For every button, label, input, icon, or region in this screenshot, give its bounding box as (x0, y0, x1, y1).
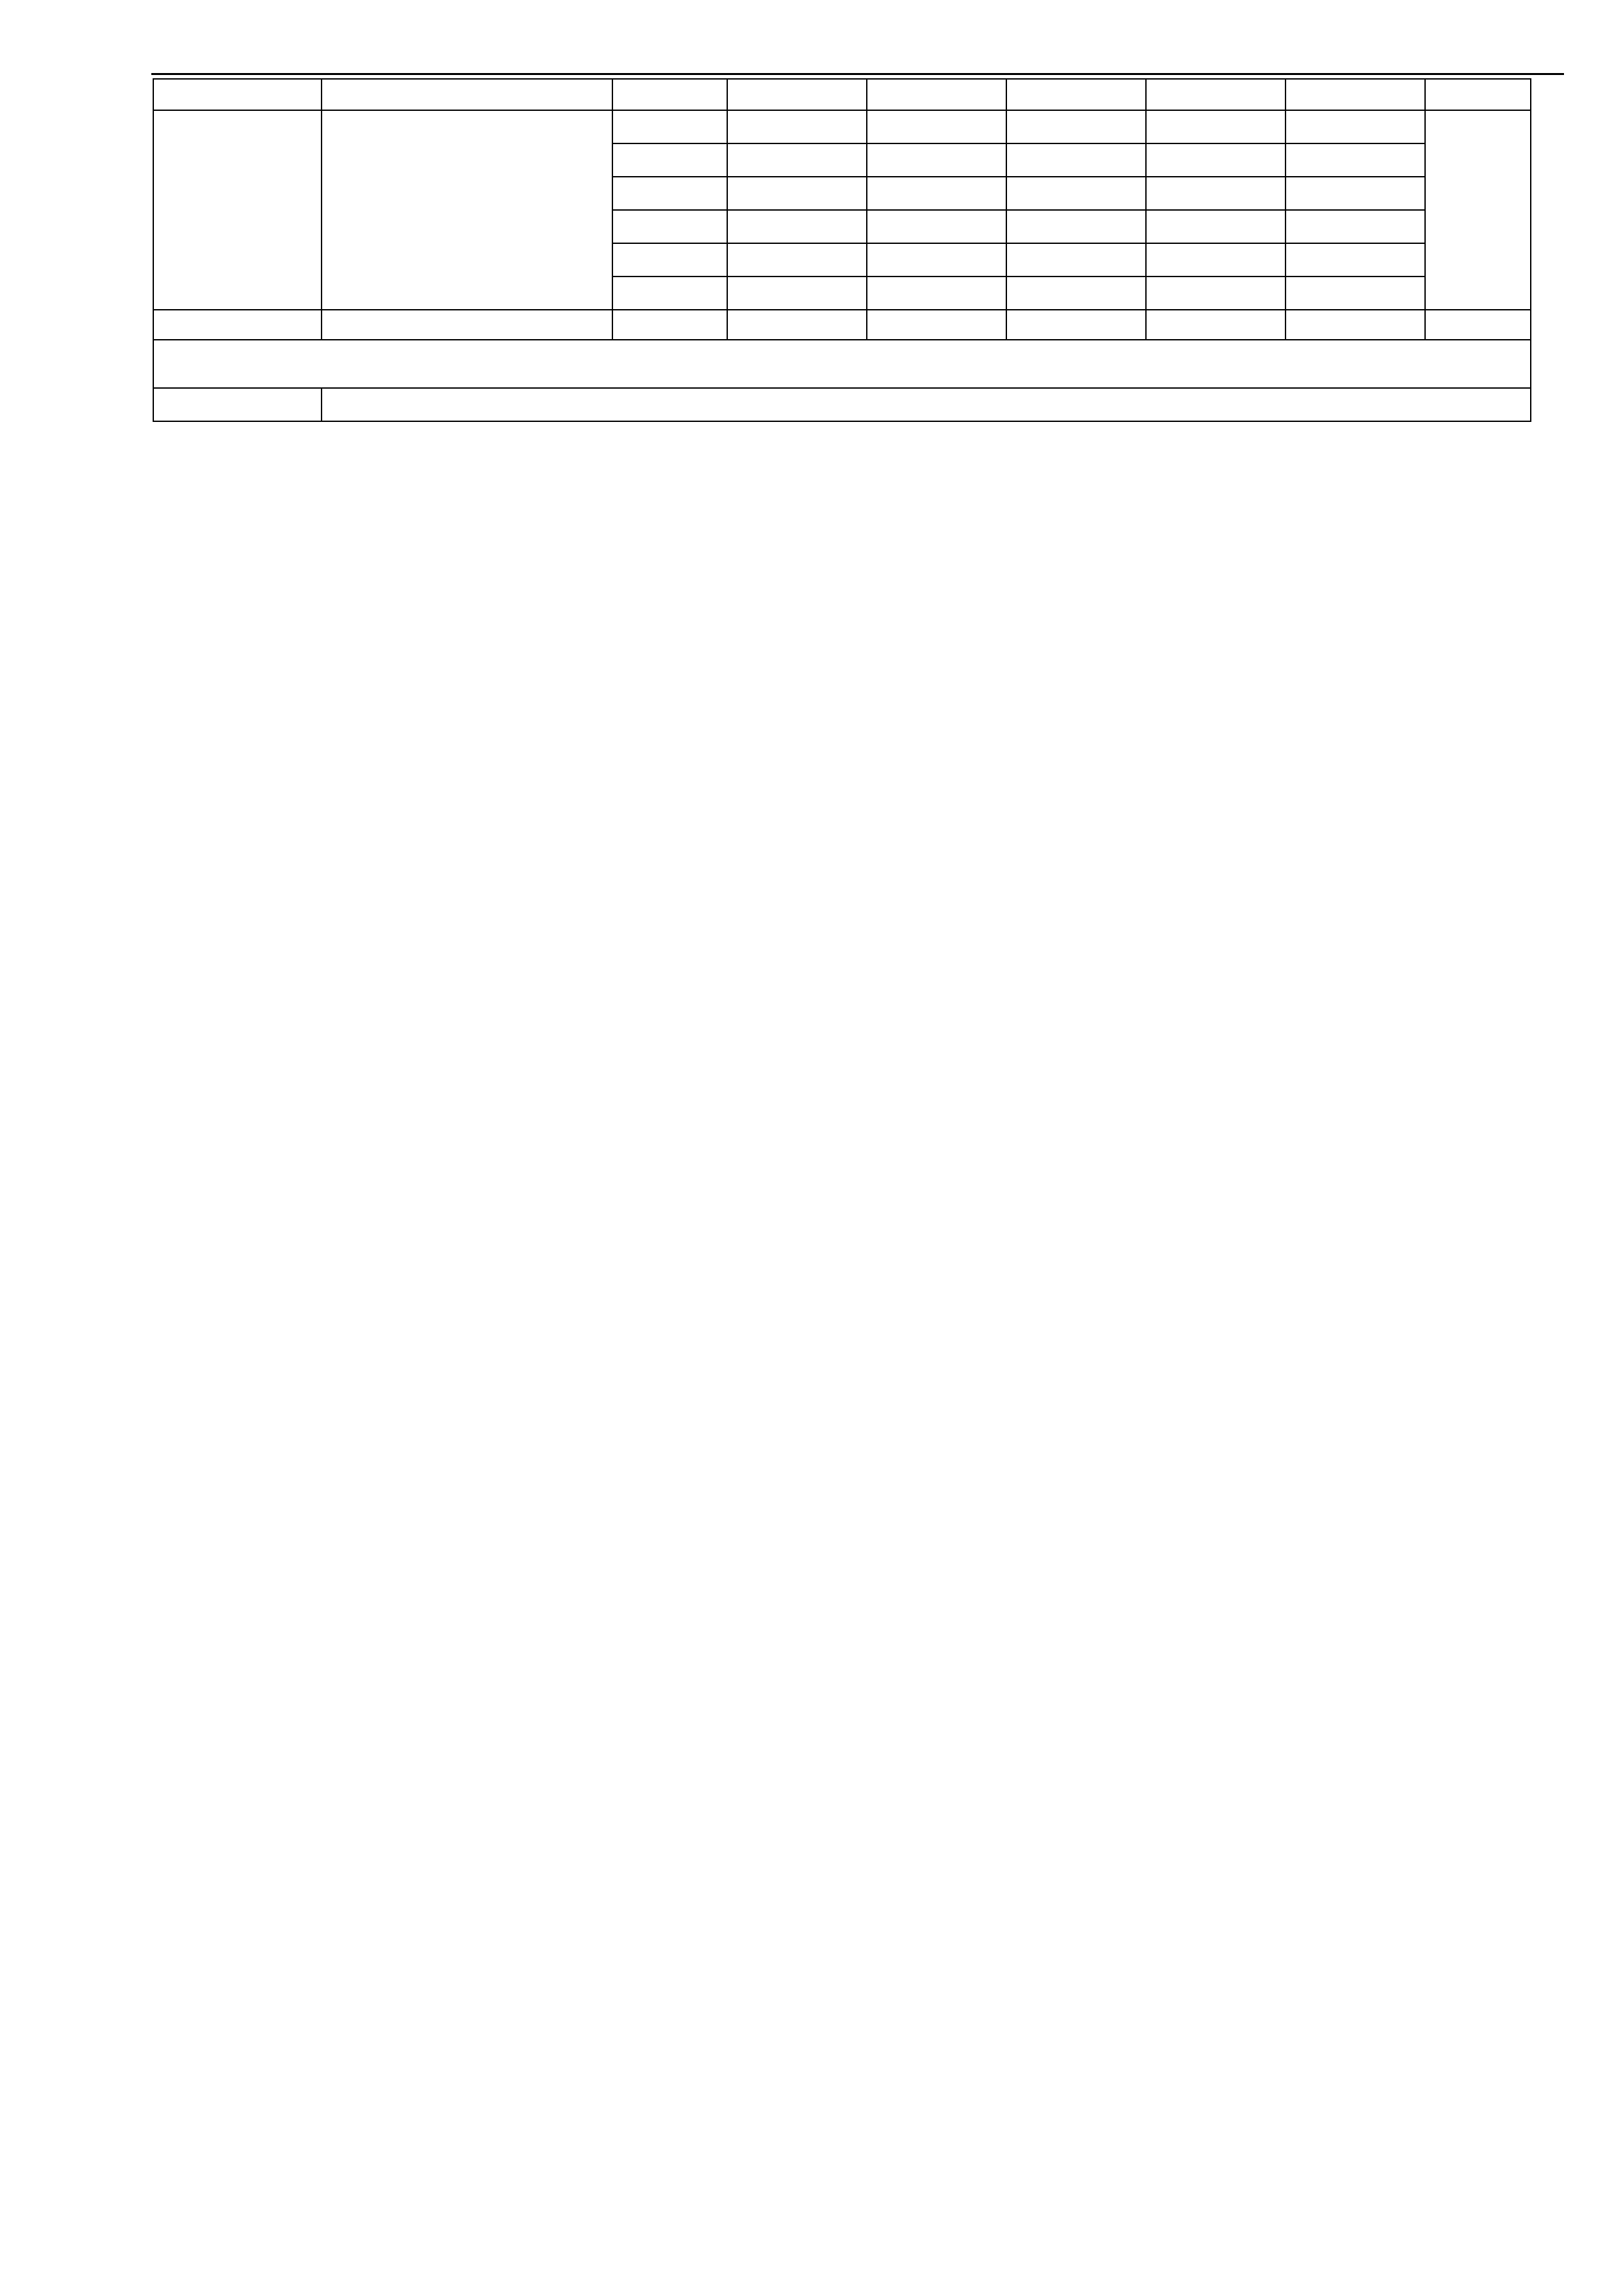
price-table (153, 78, 1531, 422)
column-number (867, 79, 1006, 110)
machinist-wage-cell (1146, 210, 1286, 243)
labor-cost-cell (867, 143, 1006, 177)
empty-cell (867, 310, 1006, 340)
direct-cost-cell (727, 277, 867, 310)
machine-cost-cell (1006, 210, 1146, 243)
zone-cell (612, 143, 727, 177)
table-title (153, 340, 1531, 388)
table-body (153, 79, 1531, 421)
resource-value (1286, 310, 1425, 340)
empty-cell (1425, 110, 1531, 310)
materials-cost-cell (1286, 277, 1425, 310)
machinist-wage-cell (1146, 110, 1286, 143)
empty-cell (612, 310, 727, 340)
column-number (612, 79, 727, 110)
zone-cell (612, 210, 727, 243)
labor-cost-cell (867, 277, 1006, 310)
direct-cost-cell (727, 110, 867, 143)
empty-cell (727, 310, 867, 340)
empty-cell (153, 110, 322, 310)
zone-cell (612, 110, 727, 143)
column-number (1286, 79, 1425, 110)
machinist-wage-cell (1146, 143, 1286, 177)
materials-cost-cell (1286, 143, 1425, 177)
direct-cost-cell (727, 177, 867, 210)
machine-cost-cell (1006, 243, 1146, 277)
direct-cost-cell (727, 243, 867, 277)
machinist-wage-cell (1146, 243, 1286, 277)
column-number-row (153, 79, 1531, 110)
column-number (153, 79, 322, 110)
empty-cell (1146, 310, 1286, 340)
column-number (1006, 79, 1146, 110)
measure-row (153, 388, 1531, 421)
header-rule (151, 73, 1564, 75)
resource-row (153, 310, 1531, 340)
empty-cell (1425, 310, 1531, 340)
materials-cost-cell (1286, 110, 1425, 143)
zone-cell (612, 177, 727, 210)
resource-code (153, 310, 322, 340)
table-row (153, 110, 1531, 143)
column-number (1146, 79, 1286, 110)
empty-cell (322, 110, 612, 310)
column-number (727, 79, 867, 110)
materials-cost-cell (1286, 177, 1425, 210)
measure-spacer (153, 388, 322, 421)
machinist-wage-cell (1146, 277, 1286, 310)
labor-cost-cell (867, 210, 1006, 243)
labor-cost-cell (867, 243, 1006, 277)
column-number (1425, 79, 1531, 110)
machinist-wage-cell (1146, 177, 1286, 210)
column-number (322, 79, 612, 110)
resource-name (322, 310, 612, 340)
direct-cost-cell (727, 210, 867, 243)
empty-cell (1006, 310, 1146, 340)
measure-cell (322, 388, 1531, 421)
labor-cost-cell (867, 177, 1006, 210)
zone-cell (612, 277, 727, 310)
machine-cost-cell (1006, 177, 1146, 210)
materials-cost-cell (1286, 210, 1425, 243)
zone-cell (612, 243, 727, 277)
labor-cost-cell (867, 110, 1006, 143)
direct-cost-cell (727, 143, 867, 177)
materials-cost-cell (1286, 243, 1425, 277)
table-title-row (153, 340, 1531, 388)
machine-cost-cell (1006, 110, 1146, 143)
machine-cost-cell (1006, 277, 1146, 310)
machine-cost-cell (1006, 143, 1146, 177)
